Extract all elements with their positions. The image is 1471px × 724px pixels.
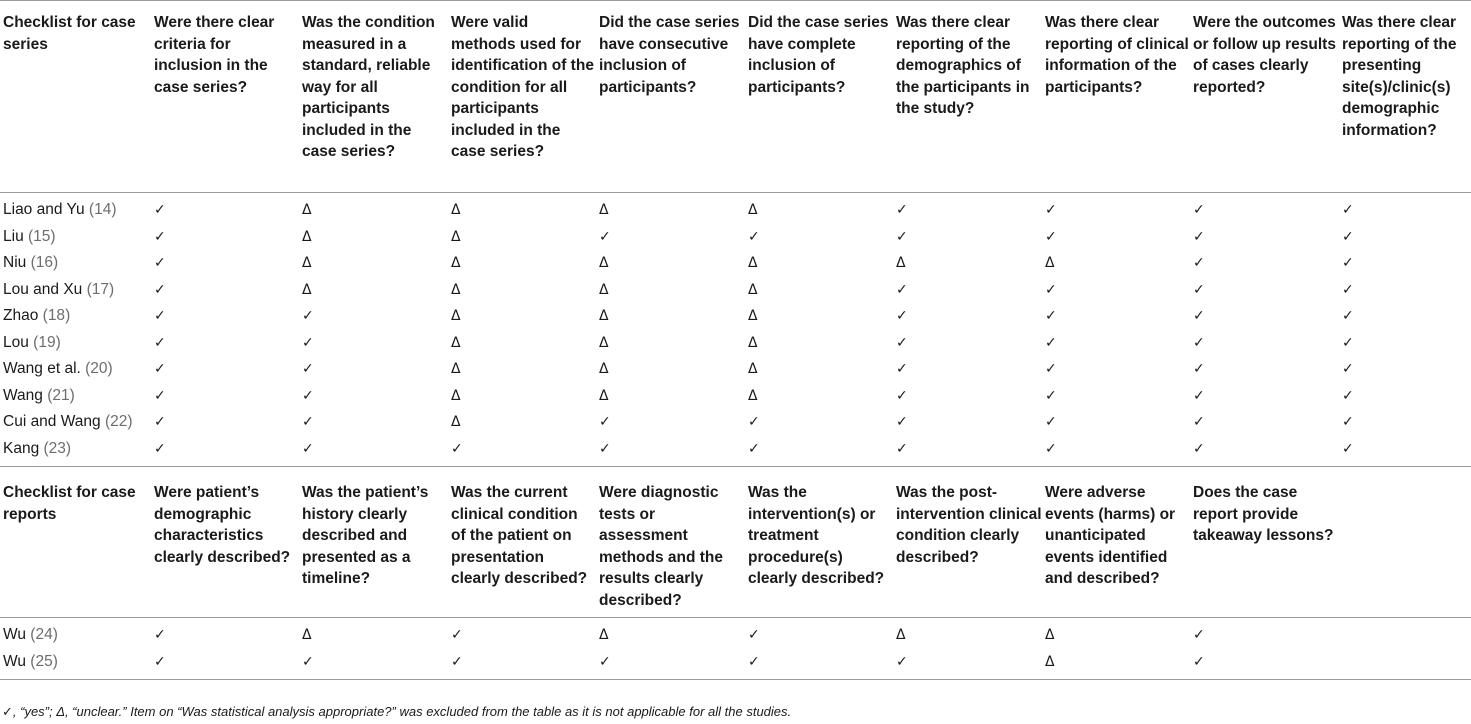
delta-unclear-icon: Δ [748, 255, 758, 271]
delta-unclear-icon: Δ [302, 255, 312, 271]
study-name: Lou and Xu [3, 280, 83, 298]
assessment-cell [893, 277, 1042, 304]
check-mark-icon: ✓ [748, 627, 760, 643]
check-mark-icon: ✓ [302, 653, 314, 670]
assessment-cell [745, 409, 893, 436]
check-mark-icon: ✓ [1193, 414, 1205, 430]
check-mark-icon: ✓ [1193, 255, 1205, 271]
assessment-cell [448, 618, 596, 649]
assessment-cell [1339, 409, 1471, 436]
reference-number: 23 [48, 439, 66, 457]
report_checklist-question-5: Was the intervention(s) or treatment procedure(s) clearly described? [745, 467, 893, 618]
report_checklist-question-3: Was the current clinical condition of the patient on presentation clearly described? [448, 467, 596, 618]
delta-unclear-icon: Δ [599, 202, 609, 218]
delta-unclear-icon: Δ [302, 228, 312, 245]
series_checklist-question-6: Was there clear reporting of the demographics of the participants in the study? [893, 1, 1042, 193]
check-mark-icon: ✓ [599, 440, 611, 457]
assessment-cell [745, 193, 893, 224]
assessment-cell [151, 277, 299, 304]
delta-unclear-icon: Δ [599, 308, 609, 324]
assessment-cell [1339, 356, 1471, 383]
reference-number: 19 [38, 333, 56, 351]
assessment-cell [151, 303, 299, 330]
check-mark-icon: ✓ [1193, 334, 1205, 351]
assessment-cell [1339, 193, 1471, 224]
assessment-cell [1339, 277, 1471, 304]
check-mark-icon: ✓ [154, 255, 166, 271]
check-mark-icon: ✓ [1045, 202, 1057, 218]
check-mark-icon: ✓ [896, 308, 908, 324]
assessment-cell [745, 303, 893, 330]
report_checklist-question-7: Were adverse events (harms) or unanticipated events identified and described? [1042, 467, 1190, 618]
assessment-cell [893, 436, 1042, 467]
assessment-cell [1042, 193, 1190, 224]
check-mark-icon: ✓ [896, 414, 908, 430]
check-mark-icon: ✓ [1193, 627, 1205, 643]
assessment-cell [448, 303, 596, 330]
assessment-cell [745, 618, 893, 649]
check-mark-icon: ✓ [896, 228, 908, 245]
check-mark-icon: ✓ [302, 414, 314, 430]
check-mark-icon: ✓ [1193, 387, 1205, 404]
delta-unclear-icon: Δ [302, 627, 312, 643]
delta-unclear-icon: Δ [451, 361, 461, 377]
report_checklist-question-9 [1339, 467, 1471, 618]
assessment-cell [1042, 277, 1190, 304]
check-mark-icon: ✓ [154, 414, 166, 430]
delta-unclear-icon: Δ [302, 202, 312, 218]
check-mark-icon: ✓ [154, 202, 166, 218]
study-cell: Wang (21) [3, 386, 75, 404]
assessment-cell [596, 409, 745, 436]
delta-unclear-icon: Δ [451, 202, 461, 218]
check-mark-icon: ✓ [1193, 228, 1205, 245]
table-row [0, 224, 1471, 251]
check-mark-icon: ✓ [1045, 228, 1057, 245]
assessment-cell [1042, 649, 1190, 680]
assessment-cell [1042, 250, 1190, 277]
study-name: Wang [3, 386, 43, 404]
study-name: Niu [3, 254, 27, 271]
assessment-cell [596, 303, 745, 330]
study-cell: Wu (25) [0, 649, 151, 680]
check-mark-icon: ✓ [1342, 414, 1354, 430]
table-row [0, 436, 1471, 467]
reference-number: 20 [90, 360, 108, 377]
reference-number: 15 [33, 227, 51, 245]
delta-unclear-icon: Δ [896, 627, 906, 643]
delta-unclear-icon: Δ [599, 387, 609, 404]
table-row [0, 356, 1471, 383]
assessment-cell [745, 356, 893, 383]
check-mark-icon: ✓ [896, 334, 908, 351]
delta-unclear-icon: Δ [748, 334, 758, 351]
check-mark-icon: ✓ [302, 361, 314, 377]
assessment-cell [151, 383, 299, 410]
table-row [0, 649, 1471, 680]
check-mark-icon: ✓ [1193, 308, 1205, 324]
delta-unclear-icon: Δ [451, 387, 461, 404]
check-mark-icon: ✓ [1193, 202, 1205, 218]
delta-unclear-icon: Δ [1045, 255, 1055, 271]
check-mark-icon: ✓ [748, 440, 760, 457]
delta-unclear-icon: Δ [451, 281, 461, 298]
check-mark-icon: ✓ [1045, 361, 1057, 377]
series_checklist-question-9: Was there clear reporting of the presenting site(s)/clinic(s) demographic information? [1339, 1, 1471, 193]
delta-unclear-icon: Δ [748, 308, 758, 324]
check-mark-icon: ✓ [896, 653, 908, 670]
delta-unclear-icon: Δ [748, 387, 758, 404]
assessment-cell [448, 409, 596, 436]
assessment-cell [1042, 356, 1190, 383]
assessment-cell [1339, 330, 1471, 357]
study-cell: Cui and Wang (22) [3, 413, 133, 430]
study-cell: Zhao (18) [3, 307, 71, 324]
delta-unclear-icon: Δ [896, 255, 906, 271]
assessment-cell [448, 356, 596, 383]
delta-unclear-icon: Δ [748, 281, 758, 298]
series_checklist-question-4: Did the case series have consecutive inclusion of participants? [596, 1, 745, 193]
assessment-cell [299, 618, 448, 649]
check-mark-icon: ✓ [1342, 361, 1354, 377]
assessment-cell [745, 277, 893, 304]
delta-unclear-icon: Δ [599, 361, 609, 377]
assessment-cell [299, 356, 448, 383]
series_checklist-question-5: Did the case series have complete inclusion of participants? [745, 1, 893, 193]
report_checklist-question-4: Were diagnostic tests or assessment methods and the results clearly described? [596, 467, 745, 618]
assessment-cell [893, 193, 1042, 224]
assessment-cell [151, 250, 299, 277]
assessment-cell [893, 649, 1042, 680]
table-row [0, 383, 1471, 410]
reference-number: 14 [94, 201, 112, 218]
series_checklist-question-2: Was the condition measured in a standard, reliable way for all participants included in the case series? [299, 1, 448, 193]
check-mark-icon: ✓ [154, 627, 166, 643]
table-row [0, 250, 1471, 277]
delta-unclear-icon: Δ [599, 334, 609, 351]
delta-unclear-icon: Δ [451, 414, 461, 430]
assessment-cell [448, 383, 596, 410]
delta-unclear-icon: Δ [302, 281, 312, 298]
assessment-cell [299, 330, 448, 357]
assessment-cell [745, 330, 893, 357]
study-name: Wang et al. [3, 360, 81, 377]
check-mark-icon: ✓ [748, 653, 760, 670]
study-name: Wu [3, 652, 26, 670]
assessment-cell [893, 409, 1042, 436]
series_checklist-header-row [0, 1, 1471, 193]
series_checklist-question-8: Were the outcomes or follow up results of cases clearly reported? [1190, 1, 1339, 193]
check-mark-icon: ✓ [154, 653, 166, 670]
study-name: Kang [3, 439, 40, 457]
reference-number: 21 [52, 386, 70, 404]
report_checklist-question-1: Were patient’s demographic characteristics clearly described? [151, 467, 299, 618]
check-mark-icon: ✓ [302, 440, 314, 457]
assessment-cell [596, 649, 745, 680]
study-cell: Liu (15) [3, 227, 56, 245]
assessment-cell [1042, 409, 1190, 436]
table-footnote: ✓, “yes”; Δ, “unclear.” Item on “Was statistical analysis appropriate?” was excluded from the table as it is not applicable for all the studies. [2, 704, 792, 719]
reference-number: 24 [35, 626, 53, 643]
check-mark-icon: ✓ [154, 228, 166, 245]
study-name: Liu [3, 227, 24, 245]
study-cell: Wang et al. (20) [3, 360, 113, 377]
check-mark-icon: ✓ [154, 361, 166, 377]
study-name: Zhao [3, 307, 39, 324]
assessment-cell [299, 193, 448, 224]
assessment-cell [893, 224, 1042, 251]
assessment-cell [893, 303, 1042, 330]
check-mark-icon: ✓ [1342, 387, 1354, 404]
assessment-cell [596, 356, 745, 383]
assessment-cell [1042, 330, 1190, 357]
delta-unclear-icon: Δ [451, 308, 461, 324]
assessment-cell [893, 356, 1042, 383]
assessment-cell [596, 193, 745, 224]
check-mark-icon: ✓ [1193, 281, 1205, 298]
reference-number: 16 [35, 254, 53, 271]
table-row [0, 409, 1471, 436]
assessment-cell [299, 383, 448, 410]
check-mark-icon: ✓ [748, 414, 760, 430]
delta-unclear-icon: Δ [451, 255, 461, 271]
assessment-cell [596, 250, 745, 277]
assessment-cell [1190, 303, 1339, 330]
assessment-cell [299, 303, 448, 330]
check-mark-icon: ✓ [896, 281, 908, 298]
table-row [0, 618, 1471, 649]
assessment-cell [1190, 277, 1339, 304]
assessment-cell [1190, 409, 1339, 436]
assessment-cell [151, 436, 299, 467]
check-mark-icon: ✓ [1193, 440, 1205, 457]
check-mark-icon: ✓ [896, 440, 908, 457]
check-mark-icon: ✓ [1342, 255, 1354, 271]
study-name: Cui and Wang [3, 413, 101, 430]
assessment-cell [596, 436, 745, 467]
delta-unclear-icon: Δ [1045, 627, 1055, 643]
check-mark-icon: ✓ [154, 334, 166, 351]
study-name: Lou [3, 333, 29, 351]
assessment-cell [1339, 250, 1471, 277]
reference-number: 17 [91, 280, 110, 298]
check-mark-icon: ✓ [599, 653, 611, 670]
delta-unclear-icon: Δ [748, 361, 758, 377]
check-mark-icon: ✓ [451, 653, 463, 670]
assessment-cell [151, 649, 299, 680]
assessment-cell [448, 436, 596, 467]
report_checklist-question-6: Was the post-intervention clinical condition clearly described? [893, 467, 1042, 618]
assessment-cell [1339, 224, 1471, 251]
check-mark-icon: ✓ [1342, 440, 1354, 457]
reference-number: 18 [47, 307, 66, 324]
assessment-cell [1190, 193, 1339, 224]
table-row [0, 193, 1471, 224]
assessment-cell [893, 250, 1042, 277]
assessment-cell [893, 383, 1042, 410]
study-cell: Lou and Xu (17) [3, 280, 115, 298]
assessment-cell [299, 224, 448, 251]
check-mark-icon: ✓ [1193, 361, 1205, 377]
assessment-cell [448, 277, 596, 304]
delta-unclear-icon: Δ [599, 255, 609, 271]
assessment-cell [1042, 303, 1190, 330]
assessment-cell [448, 224, 596, 251]
assessment-cell [1042, 383, 1190, 410]
delta-unclear-icon: Δ [599, 281, 609, 298]
assessment-cell [151, 330, 299, 357]
assessment-cell [299, 436, 448, 467]
assessment-cell [299, 409, 448, 436]
assessment-cell [745, 224, 893, 251]
check-mark-icon: ✓ [451, 627, 463, 643]
assessment-cell [745, 250, 893, 277]
check-mark-icon: ✓ [1045, 440, 1057, 457]
check-mark-icon: ✓ [1342, 281, 1354, 298]
assessment-cell [1339, 649, 1471, 680]
check-mark-icon: ✓ [896, 361, 908, 377]
study-name: Wu [3, 626, 26, 643]
assessment-cell [596, 330, 745, 357]
series_checklist-question-3: Were valid methods used for identification of the condition for all participants included in the case series? [448, 1, 596, 193]
assessment-cell [448, 330, 596, 357]
study-cell: Lou (19) [3, 333, 61, 351]
assessment-cell [151, 356, 299, 383]
assessment-cell [893, 618, 1042, 649]
assessment-cell [448, 649, 596, 680]
check-mark-icon: ✓ [154, 281, 166, 298]
assessment-cell [1190, 618, 1339, 649]
check-mark-icon: ✓ [1045, 334, 1057, 351]
check-mark-icon: ✓ [1045, 308, 1057, 324]
check-mark-icon: ✓ [302, 308, 314, 324]
check-mark-icon: ✓ [1342, 202, 1354, 218]
assessment-cell [1190, 649, 1339, 680]
study-cell: Liao and Yu (14) [3, 201, 117, 218]
assessment-cell [448, 193, 596, 224]
check-mark-icon: ✓ [1342, 334, 1354, 351]
assessment-cell [151, 618, 299, 649]
assessment-cell [596, 618, 745, 649]
assessment-cell [1190, 250, 1339, 277]
delta-unclear-icon: Δ [599, 627, 609, 643]
assessment-cell [596, 383, 745, 410]
assessment-cell [1190, 330, 1339, 357]
assessment-cell [745, 383, 893, 410]
report_checklist-question-8: Does the case report provide takeaway lessons? [1190, 467, 1339, 618]
delta-unclear-icon: Δ [451, 334, 461, 351]
check-mark-icon: ✓ [302, 334, 314, 351]
assessment-cell [596, 224, 745, 251]
assessment-cell [1190, 383, 1339, 410]
assessment-cell [151, 409, 299, 436]
check-mark-icon: ✓ [1045, 387, 1057, 404]
assessment-cell [1339, 383, 1471, 410]
assessment-cell [1339, 436, 1471, 467]
series_checklist-title: Checklist for case series [0, 1, 151, 193]
check-mark-icon: ✓ [1342, 308, 1354, 324]
check-mark-icon: ✓ [896, 202, 908, 218]
assessment-cell [1042, 436, 1190, 467]
check-mark-icon: ✓ [748, 228, 760, 245]
check-mark-icon: ✓ [302, 387, 314, 404]
assessment-cell [1190, 436, 1339, 467]
check-mark-icon: ✓ [1342, 228, 1354, 245]
check-mark-icon: ✓ [1193, 653, 1205, 670]
assessment-cell [299, 277, 448, 304]
assessment-cell [448, 250, 596, 277]
check-mark-icon: ✓ [599, 228, 611, 245]
assessment-cell [1190, 356, 1339, 383]
table-row [0, 303, 1471, 330]
assessment-cell [596, 277, 745, 304]
reference-number: 22 [110, 413, 128, 430]
assessment-cell [299, 649, 448, 680]
delta-unclear-icon: Δ [1045, 653, 1055, 670]
assessment-cell [1042, 618, 1190, 649]
study-name: Liao and Yu [3, 201, 85, 218]
assessment-cell [1190, 224, 1339, 251]
report_checklist-title: Checklist for case reports [0, 467, 151, 618]
study-cell: Kang (23) [3, 439, 72, 457]
report_checklist-question-2: Was the patient’s history clearly described and presented as a timeline? [299, 467, 448, 618]
assessment-cell [151, 193, 299, 224]
assessment-cell [893, 330, 1042, 357]
series_checklist-question-1: Were there clear criteria for inclusion in the case series? [151, 1, 299, 193]
assessment-cell [1339, 618, 1471, 649]
assessment-cell [1042, 224, 1190, 251]
check-mark-icon: ✓ [896, 387, 908, 404]
assessment-cell [151, 224, 299, 251]
check-mark-icon: ✓ [451, 440, 463, 457]
check-mark-icon: ✓ [154, 308, 166, 324]
delta-unclear-icon: Δ [748, 202, 758, 218]
study-cell: Wu (24) [3, 626, 58, 643]
assessment-cell [745, 649, 893, 680]
table-row [0, 277, 1471, 304]
check-mark-icon: ✓ [1045, 281, 1057, 298]
reference-number: 25 [35, 652, 53, 670]
delta-unclear-icon: Δ [451, 228, 461, 245]
series_checklist-question-7: Was there clear reporting of clinical information of the participants? [1042, 1, 1190, 193]
check-mark-icon: ✓ [154, 440, 166, 457]
study-cell: Niu (16) [3, 254, 59, 271]
check-mark-icon: ✓ [599, 414, 611, 430]
assessment-cell [299, 250, 448, 277]
assessment-cell [745, 436, 893, 467]
report_checklist-header-row [0, 467, 1471, 618]
assessment-cell [1339, 303, 1471, 330]
check-mark-icon: ✓ [1045, 414, 1057, 430]
check-mark-icon: ✓ [154, 387, 166, 404]
table-row [0, 330, 1471, 357]
